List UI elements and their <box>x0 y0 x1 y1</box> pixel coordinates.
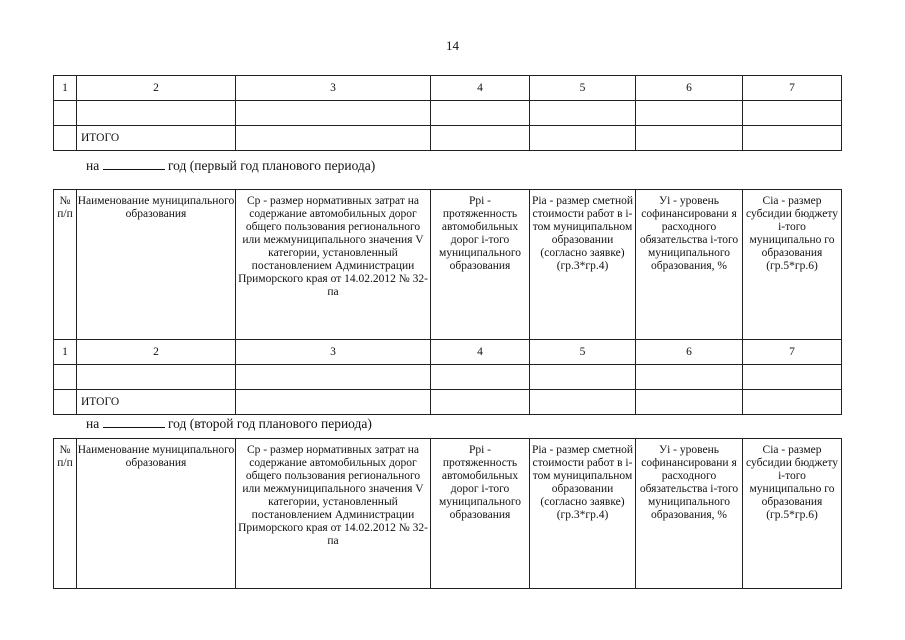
table-first-year <box>53 189 842 415</box>
col-num-1: 1 <box>54 340 77 365</box>
page-number: 14 <box>446 38 459 53</box>
table-row <box>54 365 842 390</box>
total-label: ИТОГО <box>77 390 236 415</box>
header-subsidy: Сia - размер субсидии бюджету i-того муниципально го образования (гр.5*гр.6) <box>743 439 842 589</box>
col-num-2: 2 <box>77 340 236 365</box>
total-row <box>54 390 842 415</box>
header-level: Уi - уровень софинансировани я расходного обязательства i-того муниципального образования, % <box>636 190 743 340</box>
total-row <box>54 126 842 151</box>
column-number-row <box>54 340 842 365</box>
period-prefix: на <box>86 416 100 431</box>
header-name: Наименование муниципального образования <box>77 439 236 589</box>
header-num: № п/п <box>54 439 77 589</box>
period-line-second <box>86 416 372 432</box>
header-length: Pрi - протяженность автомобильных дорог i-того муниципального образования <box>431 190 530 340</box>
year-blank <box>103 169 165 170</box>
col-num-2: 2 <box>77 76 236 101</box>
year-blank <box>103 427 165 428</box>
table-row <box>54 101 842 126</box>
total-label: ИТОГО <box>77 126 236 151</box>
column-number-row <box>54 76 842 101</box>
header-level: Уi - уровень софинансировани я расходного обязательства i-того муниципального образования, % <box>636 439 743 589</box>
header-num: № п/п <box>54 190 77 340</box>
header-cost-norm: Ср - размер нормативных затрат на содержание автомобильных дорог общего пользования регионального или межмуниципального значения V категории, установленный постановлением Администрации Приморского края от 14.02.2012 № 32-па <box>236 439 431 589</box>
period-label: год (второй год планового периода) <box>167 416 372 431</box>
col-num-5: 5 <box>530 340 636 365</box>
table-continuation <box>53 75 842 151</box>
table-second-year <box>53 438 842 589</box>
col-num-7: 7 <box>743 340 842 365</box>
col-num-3: 3 <box>236 76 431 101</box>
col-num-5: 5 <box>530 76 636 101</box>
period-label: год (первый год планового периода) <box>167 158 376 173</box>
header-estimate: Рia - размер сметной стоимости работ в i-том муниципальном образовании (согласно заявке) (гр.3*гр.4) <box>530 439 636 589</box>
header-cost-norm: Ср - размер нормативных затрат на содержание автомобильных дорог общего пользования регионального или межмуниципального значения V категории, установленный постановлением Администрации Приморского края от 14.02.2012 № 32-па <box>236 190 431 340</box>
header-name: Наименование муниципального образования <box>77 190 236 340</box>
header-row <box>54 190 842 340</box>
col-num-6: 6 <box>636 340 743 365</box>
col-num-3: 3 <box>236 340 431 365</box>
header-estimate: Рia - размер сметной стоимости работ в i-том муниципальном образовании (согласно заявке) (гр.3*гр.4) <box>530 190 636 340</box>
col-num-1: 1 <box>54 76 77 101</box>
period-line-first <box>86 158 375 174</box>
col-num-4: 4 <box>431 340 530 365</box>
header-row <box>54 439 842 589</box>
header-length: Pрi - протяженность автомобильных дорог i-того муниципального образования <box>431 439 530 589</box>
header-subsidy: Сia - размер субсидии бюджету i-того муниципально го образования (гр.5*гр.6) <box>743 190 842 340</box>
col-num-6: 6 <box>636 76 743 101</box>
col-num-4: 4 <box>431 76 530 101</box>
period-prefix: на <box>86 158 100 173</box>
col-num-7: 7 <box>743 76 842 101</box>
